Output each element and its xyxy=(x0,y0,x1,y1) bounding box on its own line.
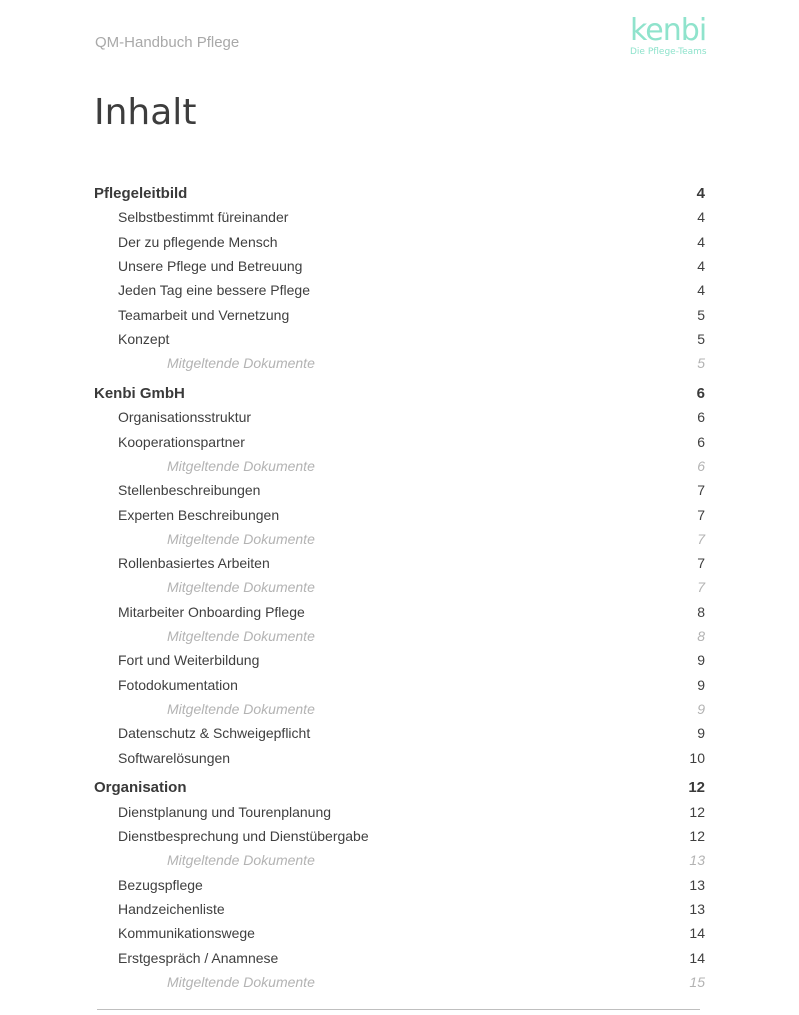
toc-entry-title: Teamarbeit und Vernetzung xyxy=(118,306,290,323)
toc-page-number: 7 xyxy=(697,506,705,523)
toc-entry-title: Kooperationspartner xyxy=(118,433,245,450)
toc-page-number: 6 xyxy=(696,385,705,402)
toc-entry-title: Kommunikationswege xyxy=(118,925,255,942)
toc-entry[interactable] xyxy=(94,750,705,772)
toc-entry[interactable] xyxy=(94,307,705,329)
toc-entry[interactable] xyxy=(94,555,705,577)
toc-entry[interactable] xyxy=(94,804,705,826)
toc-entry-title: Konzept xyxy=(118,330,170,347)
toc-page-number: 13 xyxy=(689,852,705,869)
toc-entry-title: Organisationsstruktur xyxy=(118,409,252,426)
toc-entry[interactable] xyxy=(94,652,705,674)
toc-entry-title: Kenbi GmbH xyxy=(94,385,185,402)
toc-entry[interactable] xyxy=(94,507,705,529)
toc-subentry[interactable] xyxy=(94,458,705,480)
toc-section[interactable] xyxy=(94,385,705,407)
toc-page-number: 7 xyxy=(697,482,705,499)
toc-entry-title: Fotodokumentation xyxy=(118,676,238,693)
toc-entry-title: Rollenbasiertes Arbeiten xyxy=(118,555,270,572)
toc-entry[interactable] xyxy=(94,209,705,231)
toc-entry-title: Mitgeltende Dokumente xyxy=(167,457,315,474)
toc-entry-title: Mitgeltende Dokumente xyxy=(167,579,315,596)
toc-entry[interactable] xyxy=(94,677,705,699)
toc-entry[interactable] xyxy=(94,258,705,280)
toc-entry-title: Organisation xyxy=(94,779,187,797)
logo-wordmark: kenbi xyxy=(630,13,707,48)
toc-section[interactable] xyxy=(94,185,705,207)
toc-page-number: 13 xyxy=(689,900,705,917)
footer-divider xyxy=(97,1009,700,1010)
toc-entry[interactable] xyxy=(94,877,705,899)
page-title: Inhalt xyxy=(94,92,197,133)
toc-page-number: 10 xyxy=(689,749,705,766)
toc-page-number: 12 xyxy=(688,779,705,797)
toc-subentry[interactable] xyxy=(94,531,705,553)
toc-page-number: 8 xyxy=(697,628,705,644)
toc-subentry[interactable] xyxy=(94,701,705,723)
toc-entry[interactable] xyxy=(94,234,705,256)
toc-subentry[interactable] xyxy=(94,579,705,601)
toc-entry-title: Unsere Pflege und Betreuung xyxy=(118,257,303,274)
toc-entry-title: Erstgespräch / Anamnese xyxy=(118,949,279,966)
toc-page-number: 15 xyxy=(689,973,705,990)
toc-page-number: 14 xyxy=(689,925,705,942)
logo-tagline: Die Pflege-Teams xyxy=(630,47,707,57)
toc-page-number: 13 xyxy=(689,876,705,893)
toc-page-number: 14 xyxy=(689,949,705,966)
toc-page-number: 5 xyxy=(697,330,705,347)
toc-subentry[interactable] xyxy=(94,355,705,377)
toc-entry[interactable] xyxy=(94,901,705,923)
toc-page-number: 4 xyxy=(697,257,705,274)
toc-page-number: 6 xyxy=(697,457,705,474)
toc-entry-title: Mitgeltende Dokumente xyxy=(167,530,315,547)
toc-entry-title: Mitgeltende Dokumente xyxy=(167,852,315,869)
toc-entry[interactable] xyxy=(94,482,705,504)
toc-section[interactable] xyxy=(94,779,705,801)
toc-page-number: 12 xyxy=(689,828,705,844)
toc-page-number: 5 xyxy=(697,306,705,323)
toc-entry[interactable] xyxy=(94,434,705,456)
toc-entry-title: Mitgeltende Dokumente xyxy=(167,628,315,644)
toc-entry[interactable] xyxy=(94,725,705,747)
toc-entry-title: Bezugspflege xyxy=(118,876,203,893)
toc-page-number: 7 xyxy=(697,579,705,596)
toc-entry-title: Mitgeltende Dokumente xyxy=(167,973,315,990)
toc-entry-title: Mitgeltende Dokumente xyxy=(167,355,315,372)
toc-page-number: 6 xyxy=(697,409,705,426)
toc-entry-title: Datenschutz & Schweigepflicht xyxy=(118,725,311,742)
toc-page-number: 9 xyxy=(697,676,705,693)
toc-page-number: 12 xyxy=(689,803,705,820)
toc-entry-title: Handzeichenliste xyxy=(118,900,225,917)
toc-entry-title: Dienstplanung und Tourenplanung xyxy=(118,803,332,820)
toc-entry[interactable] xyxy=(94,604,705,626)
toc-page-number: 6 xyxy=(697,433,705,450)
toc-page-number: 7 xyxy=(697,530,705,547)
toc-page-number: 4 xyxy=(697,282,705,299)
toc-entry[interactable] xyxy=(94,331,705,353)
toc-entry-title: Softwarelösungen xyxy=(118,749,231,766)
toc-entry-title: Pflegeleitbild xyxy=(94,185,188,202)
toc-entry-title: Experten Beschreibungen xyxy=(118,506,280,523)
document-header-title: QM-Handbuch Pflege xyxy=(95,34,240,51)
toc-entry[interactable] xyxy=(94,950,705,972)
toc-page-number: 5 xyxy=(697,355,705,372)
toc-subentry[interactable] xyxy=(94,628,705,650)
toc-page-number: 7 xyxy=(697,555,705,572)
toc-entry-title: Jeden Tag eine bessere Pflege xyxy=(118,282,310,299)
toc-page-number: 4 xyxy=(697,233,705,250)
toc-entry-title: Dienstbesprechung und Dienstübergabe xyxy=(118,828,369,844)
toc-entry[interactable] xyxy=(94,409,705,431)
toc-entry[interactable] xyxy=(94,828,705,850)
kenbi-logo xyxy=(630,13,710,57)
toc-page-number: 8 xyxy=(697,603,705,620)
toc-entry[interactable] xyxy=(94,925,705,947)
toc-page-number: 4 xyxy=(697,209,705,226)
toc-entry-title: Stellenbeschreibungen xyxy=(118,482,261,499)
toc-entry-title: Selbstbestimmt füreinander xyxy=(118,209,289,226)
toc-entry-title: Mitarbeiter Onboarding Pflege xyxy=(118,603,305,620)
toc-entry-title: Fort und Weiterbildung xyxy=(118,652,260,669)
toc-entry-title: Der zu pflegende Mensch xyxy=(118,233,278,250)
toc-entry-title: Mitgeltende Dokumente xyxy=(167,700,315,717)
toc-subentry[interactable] xyxy=(94,974,705,996)
toc-subentry[interactable] xyxy=(94,852,705,874)
toc-page-number: 4 xyxy=(696,185,705,202)
toc-page-number: 9 xyxy=(697,652,705,669)
toc-page-number: 9 xyxy=(697,700,705,717)
toc-entry[interactable] xyxy=(94,282,705,304)
toc-page-number: 9 xyxy=(697,725,705,742)
